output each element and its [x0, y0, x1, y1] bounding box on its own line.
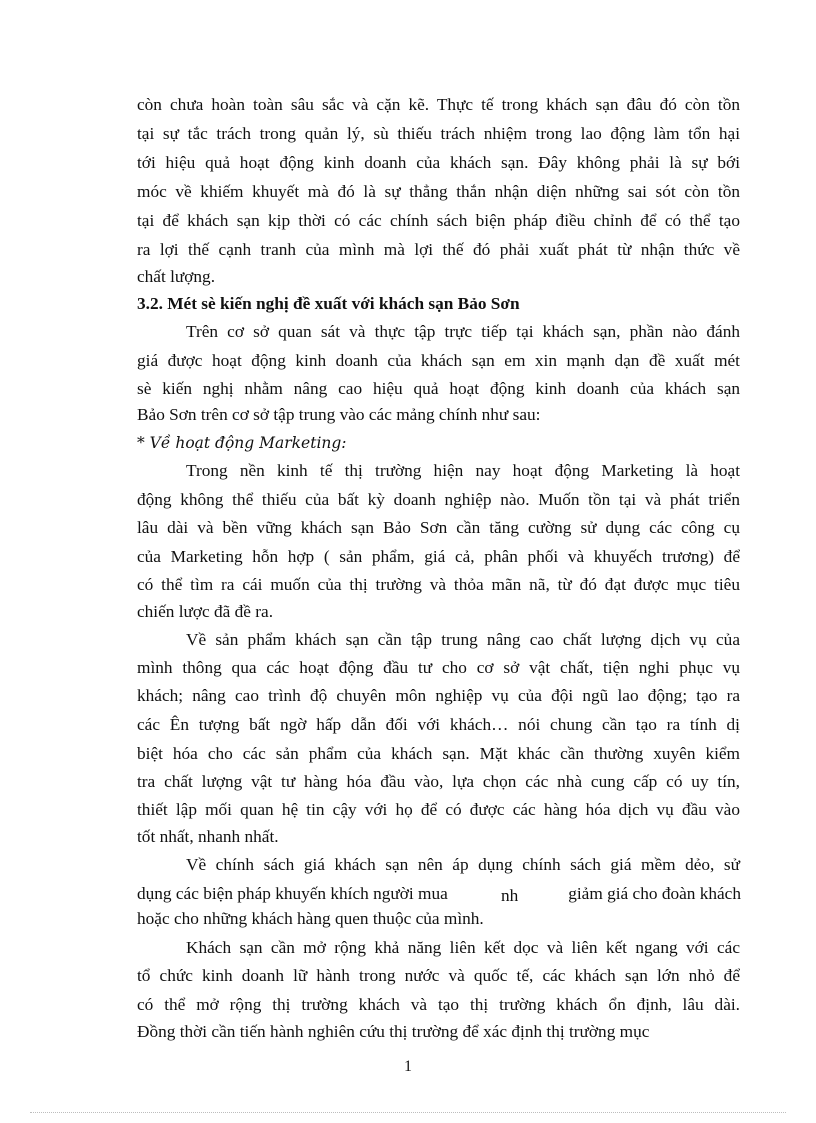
body-line: tra chất lượng vật tư hàng hóa đầu vào, lựa chọn các nhà cung cấp có uy tín,	[137, 772, 740, 791]
body-line: tới hiệu quả hoạt động kinh doanh của khách sạn. Đây không phải là sự bới	[137, 153, 740, 172]
section-heading: 3.2. Mét sè kiến nghị đề xuất với khách sạn Bảo Sơn	[137, 294, 520, 313]
body-line: lâu dài và bền vững khách sạn Bảo Sơn cần tăng cường sử dụng các công cụ	[137, 518, 740, 537]
body-line: còn chưa hoàn toàn sâu sắc và cặn kẽ. Thực tế trong khách sạn đâu đó còn tồn	[137, 95, 740, 114]
body-line: Về sản phẩm khách sạn cần tập trung nâng cao chất lượng dịch vụ của	[186, 630, 740, 649]
body-line: biệt hóa cho các sản phẩm của khách sạn. Mặt khác cần thường xuyên kiểm	[137, 744, 740, 763]
body-line: thiết lập mối quan hệ tin cậy với họ để có được các hàng hóa dịch vụ đầu vào	[137, 800, 740, 819]
body-line: giảm giá cho đoàn khách	[568, 884, 741, 903]
body-line: Trên cơ sở quan sát và thực tập trực tiếp tại khách sạn, phần nào đánh	[186, 322, 740, 341]
body-line: Khách sạn cần mở rộng khả năng liên kết dọc và liên kết ngang với các	[186, 938, 740, 957]
body-line: mình thông qua các hoạt động đầu tư cho cơ sở vật chất, tiện nghi phục vụ	[137, 658, 740, 677]
body-line: Đồng thời cần tiến hành nghiên cứu thị trường để xác định thị trường mục	[137, 1022, 650, 1041]
body-line: sè kiến nghị nhằm nâng cao hiệu quả hoạt động kinh doanh của khách sạn	[137, 379, 740, 398]
body-line: khách; nâng cao trình độ chuyên môn nghiệp vụ của đội ngũ lao động; tạo ra	[137, 686, 740, 705]
body-line: có thể tìm ra cái muốn của thị trường và thỏa mãn nã, từ đó đạt được mục tiêu	[137, 575, 740, 594]
body-line: có thể mở rộng thị trường khách và tạo thị trường khách ổn định, lâu dài.	[137, 995, 740, 1014]
body-line: ra lợi thế cạnh tranh của mình mà lợi thế đó phải xuất phát từ nhận thức về	[137, 240, 740, 259]
body-line: giá được hoạt động kinh doanh của khách sạn em xin mạnh dạn đề xuất mét	[137, 351, 740, 370]
body-line: Bảo Sơn trên cơ sở tập trung vào các mảng chính như sau:	[137, 405, 541, 424]
subheading-marketing: * Về hoạt động Marketing:	[137, 434, 347, 452]
body-line: hoặc cho những khách hàng quen thuộc của mình.	[137, 909, 484, 928]
page-number: 1	[404, 1058, 412, 1075]
body-line: tốt nhất, nhanh nhất.	[137, 827, 279, 846]
page-bottom-divider	[30, 1112, 786, 1113]
body-line: tổ chức kinh doanh lữ hành trong nước và quốc tế, các khách sạn lớn nhỏ để	[137, 966, 740, 985]
body-line: chất lượng.	[137, 267, 216, 286]
inline-fragment: nh	[501, 886, 519, 905]
body-line: móc về khiếm khuyết mà đó là sự thẳng thắn nhận diện những sai sót còn tồn	[137, 182, 740, 201]
body-line: các Ên tượng bất ngờ hấp dẫn đối với khách… nói chung cần tạo ra tính dị	[137, 715, 740, 734]
body-line: Trong nền kinh tế thị trường hiện nay hoạt động Marketing là hoạt	[186, 461, 740, 480]
body-line: dụng các biện pháp khuyến khích người mua	[137, 884, 448, 903]
body-line: tại sự tắc trách trong quản lý, sù thiếu trách nhiệm trong lao động làm tổn hại	[137, 124, 740, 143]
body-line: chiến lược đã đề ra.	[137, 602, 274, 621]
body-line: động không thể thiếu của bất kỳ doanh nghiệp nào. Muốn tồn tại và phát triển	[137, 490, 740, 509]
body-line: Về chính sách giá khách sạn nên áp dụng chính sách giá mềm dẻo, sử	[186, 855, 740, 874]
body-line: của Marketing hỗn hợp ( sản phẩm, giá cả, phân phối và khuyếch trương) để	[137, 547, 740, 566]
body-line: tại để khách sạn kịp thời có các chính sách biện pháp điều chỉnh để có thể tạo	[137, 211, 740, 230]
